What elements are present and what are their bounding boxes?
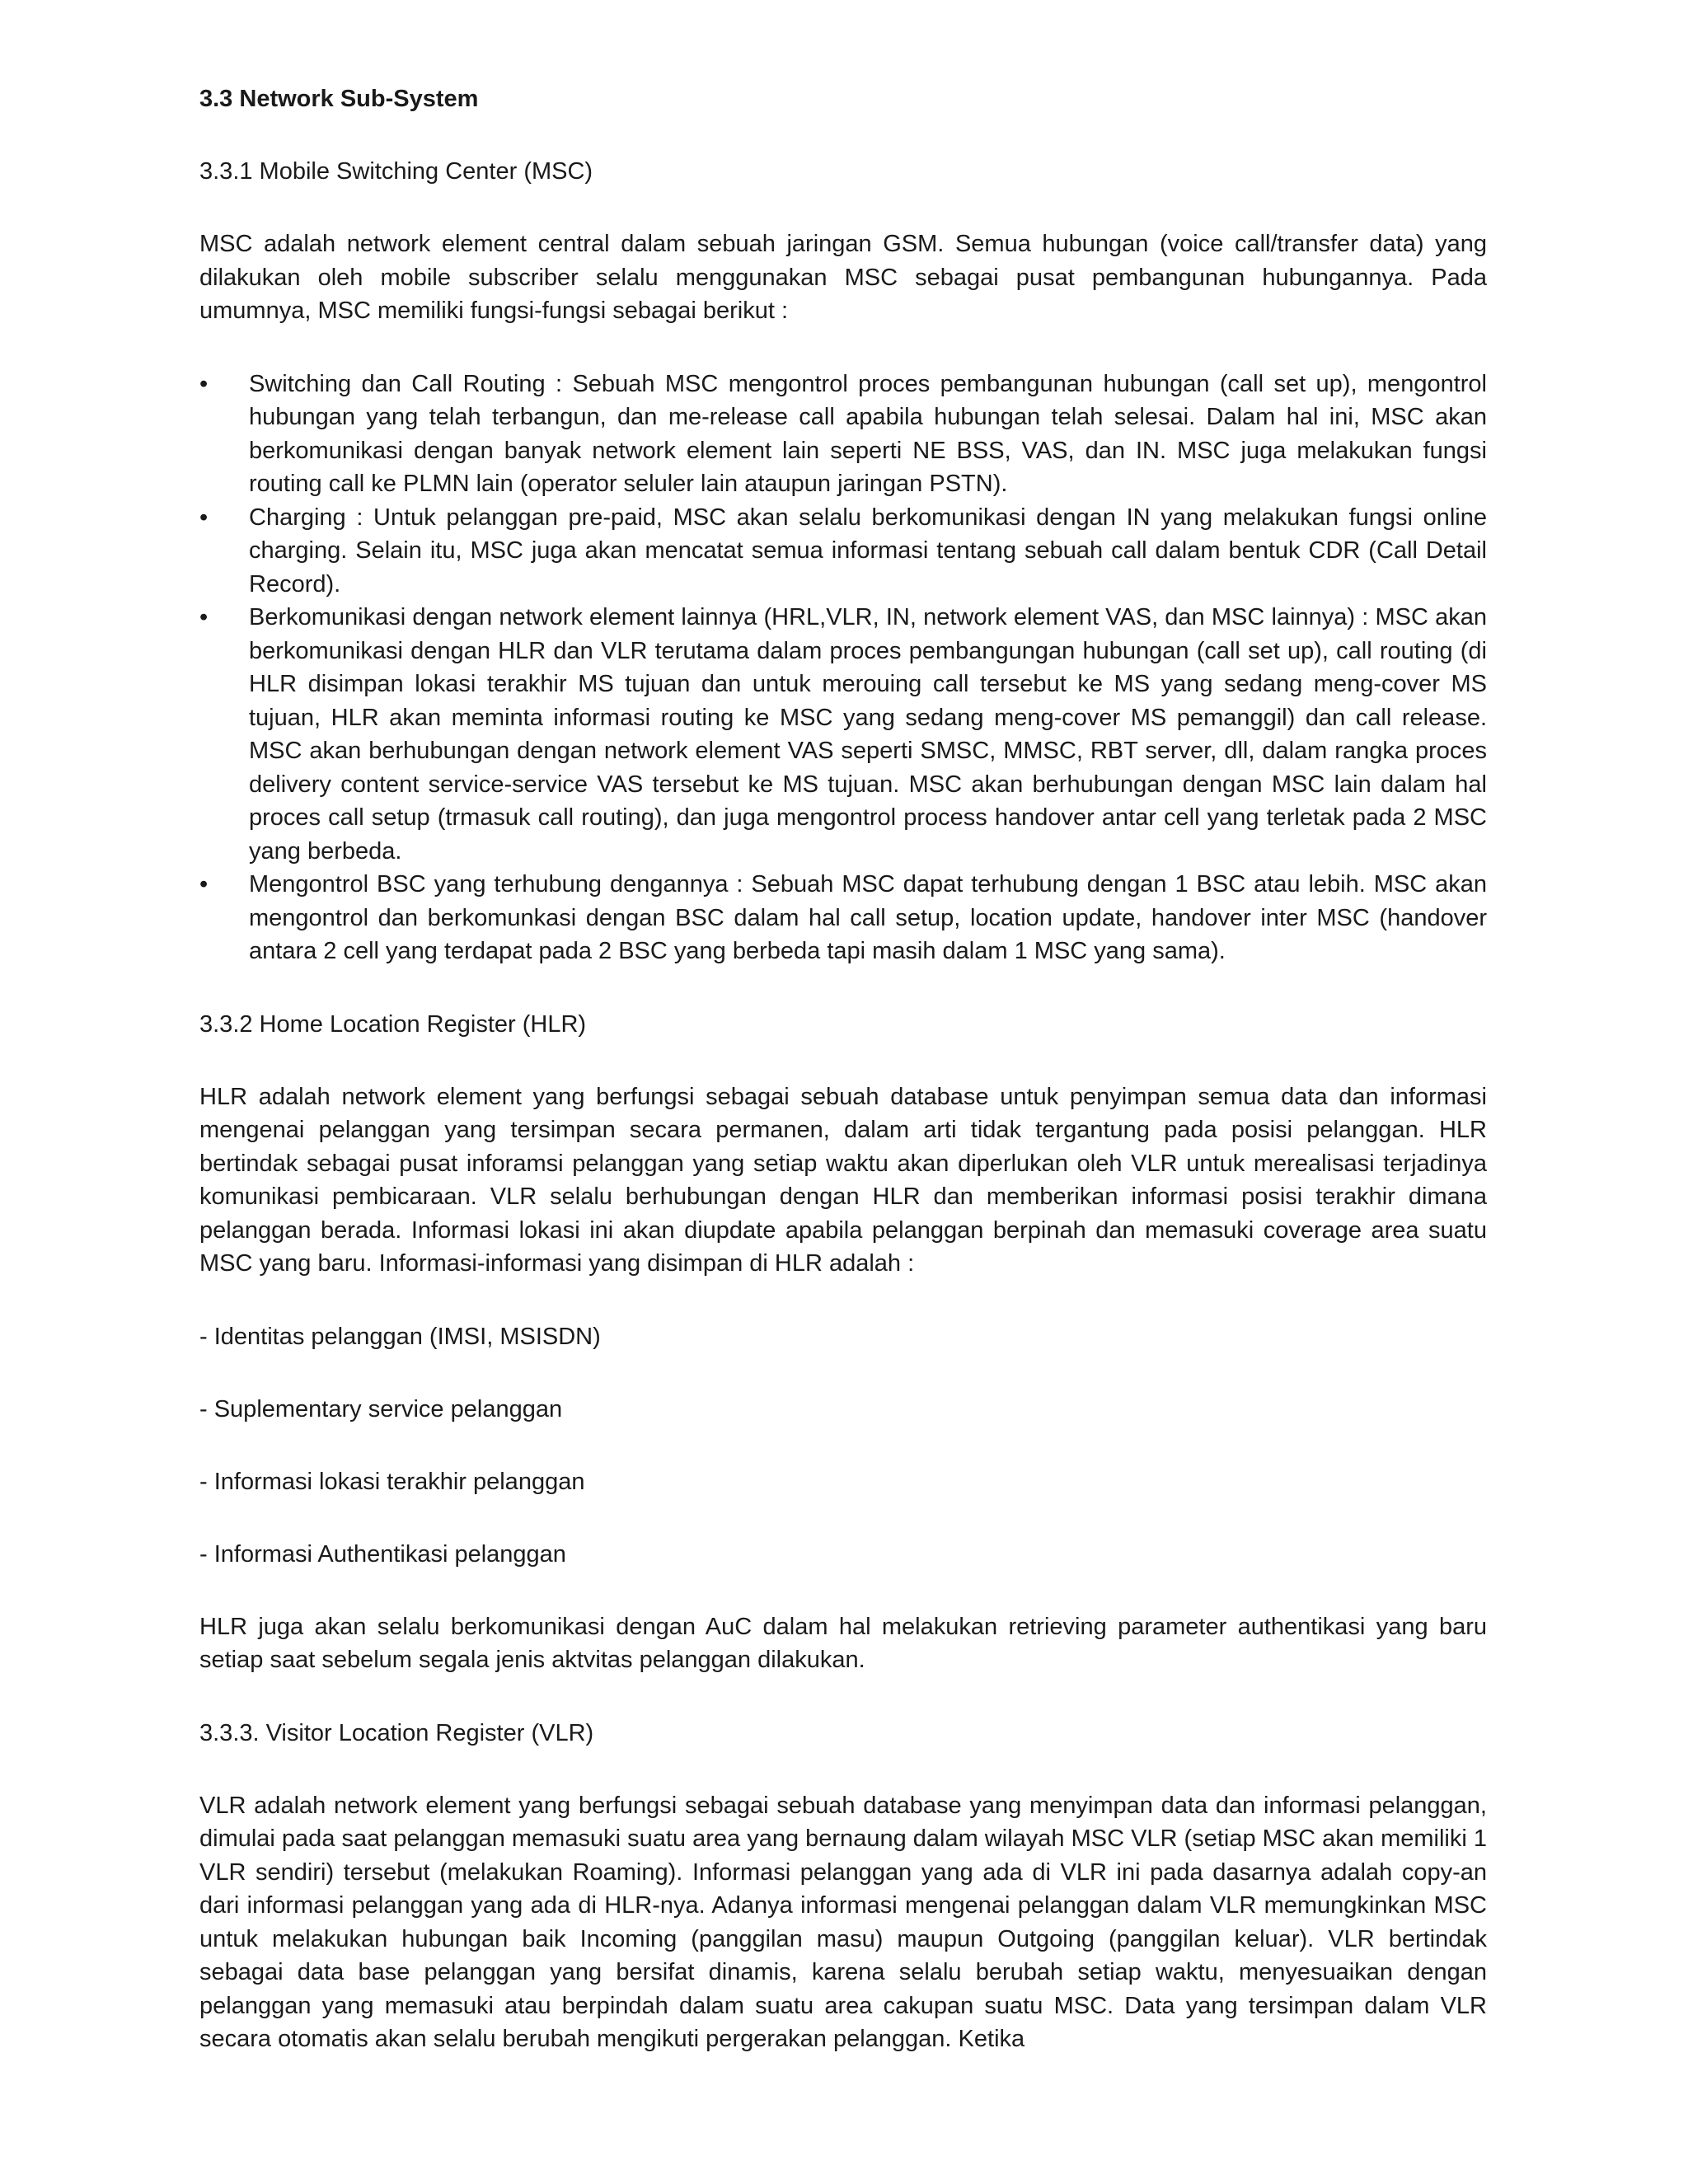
- list-item: [199, 368, 1487, 501]
- list-item-text: Switching dan Call Routing : Sebuah MSC mengontrol proces pembangunan hubungan (call set up), mengontrol hubungan yang telah terbangun, dan me-release call apabila hubungan telah selesai. Dalam hal ini, MSC akan berkomunikasi dengan banyak network element lain seperti NE BSS, VAS, dan IN. MSC juga melakukan fungsi routing call ke PLMN lain (operator seluler lain ataupun jaringan PSTN).: [249, 370, 1487, 497]
- bullet-icon: •: [199, 871, 209, 898]
- bullet-icon: •: [199, 604, 209, 630]
- list-item: [199, 501, 1487, 602]
- msc-heading: 3.3.1 Mobile Switching Center (MSC): [199, 158, 593, 185]
- list-item: [199, 601, 1487, 868]
- hlr-heading: 3.3.2 Home Location Register (HLR): [199, 1010, 587, 1038]
- list-item-text: Charging : Untuk pelanggan pre-paid, MSC akan selalu berkomunikasi dengan IN yang melakukan fungsi online charging. Selain itu, MSC juga akan mencatat semua informasi tentang sebuah call dalam bentuk CDR (Call Detail Record).: [249, 504, 1487, 598]
- msc-function-list: [199, 368, 1487, 968]
- vlr-intro-paragraph: VLR adalah network element yang berfungsi sebagai sebuah database yang menyimpan data dan informasi pelanggan, dimulai pada saat pelanggan memasuki suatu area yang bernaung dalam wilayah MSC VLR (setiap MSC akan memiliki 1 VLR sendiri) tersebut (melakukan Roaming). Informasi pelanggan yang ada di VLR ini pada dasarnya adalah copy-an dari informasi pelanggan yang ada di HLR-nya. Adanya informasi mengenai pelanggan dalam VLR memungkinkan MSC untuk melakukan hubungan baik Incoming (panggilan masu) maupun Outgoing (panggilan keluar). VLR bertindak sebagai data base pelanggan yang bersifat dinamis, karena selalu berubah setiap waktu, menyesuaikan dengan pelanggan yang memasuki atau berpindah dalam suatu area cakupan suatu MSC. Data yang tersimpan dalam VLR secara otomatis akan selalu berubah mengikuti pergerakan pelanggan. Ketika: [199, 1792, 1487, 2052]
- vlr-heading: 3.3.3. Visitor Location Register (VLR): [199, 1719, 594, 1746]
- list-item-text: Mengontrol BSC yang terhubung dengannya : Sebuah MSC dapat terhubung dengan 1 BSC atau lebih. MSC akan mengontrol dan berkomunkasi dengan BSC dalam hal call setup, location update, handover inter MSC (handover antara 2 cell yang terdapat pada 2 BSC yang berbeda tapi masih dalam 1 MSC yang sama).: [249, 871, 1487, 964]
- bullet-icon: •: [199, 504, 209, 531]
- list-item-text: Berkomunikasi dengan network element lainnya (HRL,VLR, IN, network element VAS, dan MSC lainnya) : MSC akan berkomunikasi dengan HLR dan VLR terutama dalam proces pembangungan hubungan (call set up), call routing (di HLR disimpan lokasi terakhir MS tujuan dan untuk merouing call tersebut ke MS yang sedang meng-cover MS tujuan, HLR akan meminta informasi routing ke MSC yang sedang meng-cover MS pemanggil) dan call release. MSC akan berhubungan dengan network element VAS seperti SMSC, MMSC, RBT server, dll, dalam rangka proces delivery content service-service VAS tersebut ke MS tujuan. MSC akan berhubungan dengan MSC lain dalam hal proces call setup (trmasuk call routing), dan juga mengontrol process handover antar cell yang terletak pada 2 MSC yang berbeda.: [249, 604, 1487, 865]
- hlr-info-item: - Informasi lokasi terakhir pelanggan: [199, 1468, 585, 1495]
- document-page: [199, 82, 1487, 2056]
- hlr-intro-paragraph: HLR adalah network element yang berfungsi sebagai sebuah database untuk penyimpan semua data dan informasi mengenai pelanggan yang tersimpan secara permanen, dalam arti tidak tergantung pada posisi pelanggan. HLR bertindak sebagai pusat inforamsi pelanggan yang setiap waktu akan diperlukan oleh VLR untuk merealisasi terjadinya komunikasi pembicaraan. VLR selalu berhubungan dengan HLR dan memberikan informasi posisi terakhir dimana pelanggan berada. Informasi lokasi ini akan diupdate apabila pelanggan berpinah dan memasuki coverage area suatu MSC yang baru. Informasi-informasi yang disimpan di HLR adalah :: [199, 1083, 1487, 1277]
- bullet-icon: •: [199, 370, 209, 397]
- msc-intro-paragraph: MSC adalah network element central dalam sebuah jaringan GSM. Semua hubungan (voice call/transfer data) yang dilakukan oleh mobile subscriber selalu menggunakan MSC sebagai pusat pembangunan hubungannya. Pada umumnya, MSC memiliki fungsi-fungsi sebagai berikut :: [199, 231, 1487, 324]
- hlr-info-item: - Suplementary service pelanggan: [199, 1395, 563, 1422]
- section-title: 3.3 Network Sub-System: [199, 86, 479, 112]
- hlr-info-item: - Identitas pelanggan (IMSI, MSISDN): [199, 1323, 601, 1350]
- hlr-closing-paragraph: HLR juga akan selalu berkomunikasi dengan AuC dalam hal melakukan retrieving parameter authentikasi yang baru setiap saat sebelum segala jenis aktvitas pelanggan dilakukan.: [199, 1613, 1487, 1673]
- list-item: [199, 868, 1487, 968]
- hlr-info-item: - Informasi Authentikasi pelanggan: [199, 1540, 566, 1568]
